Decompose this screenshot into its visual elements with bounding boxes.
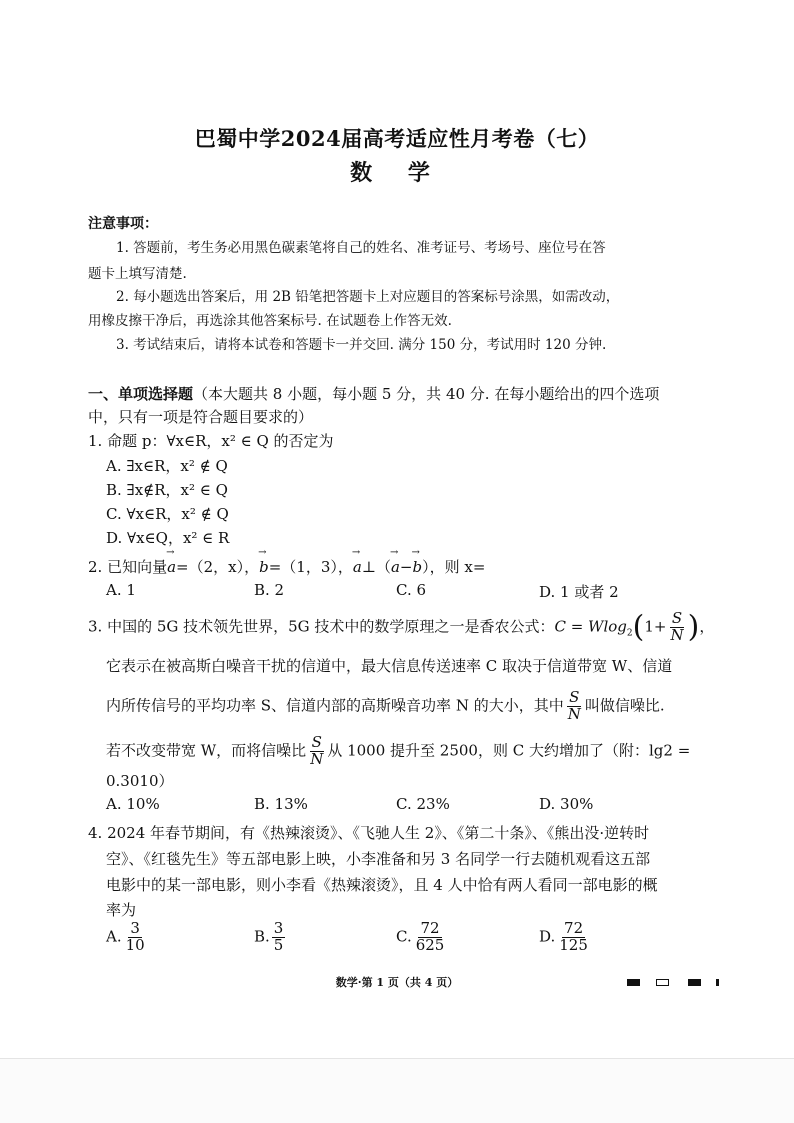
question-4-option-a [106,921,149,954]
question-2-stem-mid1: =（2，x）， [176,558,260,576]
option-label: B. [254,927,270,946]
fraction-denominator: 125 [559,935,588,954]
fraction-denominator: N [310,749,324,768]
question-1-option-d: D. ∀x∈Q，x² ∈ R [106,529,230,547]
fraction-numerator: 3 [130,919,140,937]
option-label: C. [396,927,412,946]
exam-title: 巴蜀中学2024届高考适应性月考卷（七） [194,126,600,151]
question-2-stem-mid3: ⊥（ [361,558,391,576]
option-b-fraction [272,921,286,954]
vector-b-2: → b [412,558,422,576]
right-paren: ) [687,609,700,645]
question-4-line-4: 率为 [106,901,137,919]
s-over-n-fraction-3 [308,735,325,768]
question-4-line-1: 4. 2024 年春节期间，有《热辣滚烫》、《飞驰人生 2》、《第二十条》、《熊出没·逆转时 [88,824,650,842]
question-2-stem-mid4: − [399,558,413,576]
shannon-formula-log-base: 2 [626,628,633,639]
question-3-line-1-end: ， [699,617,715,636]
question-1-option-b: B. ∃x∉R，x² ∈ Q [106,481,228,499]
question-4-option-d [539,921,592,954]
shannon-formula-lhs: C = Wlog [554,617,627,636]
question-2-option-c: C. 6 [396,581,427,599]
notice-item-3: 3. 考试结束后，请将本试卷和答题卡一并交回. 满分 150 分，考试用时 120 分钟. [116,337,607,353]
scan-marker-hollow [656,979,669,986]
fraction-denominator: 625 [415,935,445,954]
option-c-fraction [414,921,447,954]
fraction-denominator: N [567,704,581,723]
question-3-line-4-end: 从 1000 提升至 2500，则 C 大约增加了（附：lg2 = [327,741,691,760]
fraction-numerator: S [671,609,683,627]
shannon-formula-one: 1+ [644,617,667,636]
option-label: A. [106,927,122,946]
section-1-description: （本大题共 8 小题，每小题 5 分，共 40 分. 在每小题给出的四个选项 [193,385,660,403]
question-4-option-b [254,921,287,954]
fraction-numerator: 3 [273,919,284,937]
fraction-denominator: 10 [125,935,145,954]
section-1-heading [88,383,659,404]
left-paren: ( [632,609,645,645]
question-3-line-3 [106,690,665,723]
question-2-stem-end: ），则 x= [422,558,486,576]
subject-title: 数 学 [350,160,444,186]
question-2-stem [88,556,485,577]
notice-item-1-line-1: 1. 答题前，考生务必用黑色碳素笔将自己的姓名、准考证号、考场号、座位号在答 [116,240,606,256]
fraction-numerator: S [569,688,580,706]
question-3-line-4 [106,735,690,768]
notice-heading: 注意事项： [88,216,158,232]
question-3-line-5: 0.3010） [106,772,174,790]
viewer-background [0,1059,794,1123]
question-2-option-d: D. 1 或者 2 [539,583,619,601]
fraction-numerator: 72 [420,919,440,937]
question-3-line-1-text: 3. 中国的 5G 技术领先世界，5G 技术中的数学原理之一是香农公式： [88,617,555,636]
question-3-option-b: B. 13% [254,795,308,813]
notice-item-1-line-2: 题卡上填写清楚. [88,266,187,282]
question-2-stem-mid2: =（1，3）， [268,558,353,576]
question-3-option-d: D. 30% [539,795,594,813]
question-4-option-c [396,921,448,954]
fraction-denominator: N [670,625,684,644]
page-footer: 数学·第 1 页（共 4 页） [335,976,459,989]
question-3-option-c: C. 23% [396,795,450,813]
question-2-stem-pre: 2. 已知向量 [88,558,168,576]
question-3-line-2: 它表示在被高斯白噪音干扰的信道中，最大信息传送速率 C 取决于信道带宽 W、信道 [106,657,673,675]
question-1-option-c: C. ∀x∈R，x² ∉ Q [106,505,229,523]
question-1-option-a: A. ∃x∈R，x² ∉ Q [106,457,228,475]
option-d-fraction [557,921,590,954]
vector-a-3: → a [391,558,400,576]
vector-a-2: → a [353,558,362,576]
scan-marker-bar [716,979,719,986]
fraction-denominator: 5 [273,935,284,954]
scan-marker-block-2 [688,979,701,986]
question-3-line-3-text: 内所传信号的平均功率 S、信道内部的高斯噪音功率 N 的大小，其中 [106,696,564,715]
question-1-stem: 1. 命题 p：∀x∈R，x² ∈ Q 的否定为 [88,432,334,450]
s-over-n-fraction-2 [566,690,583,723]
question-3-line-4-text: 若不改变带宽 W，而将信噪比 [106,741,307,760]
fraction-numerator: S [311,733,322,751]
question-4-line-2: 空》、《红毯先生》等五部电影上映，小李准备和另 3 名同学一行去随机观看这五部 [106,850,651,868]
question-3-line-1 [88,611,714,644]
fraction-numerator: 72 [564,919,584,937]
option-label: D. [539,927,556,946]
question-3-line-3-end: 叫做信噪比. [584,696,665,715]
question-3-option-a: A. 10% [106,795,160,813]
question-2-option-a: A. 1 [106,581,136,599]
s-over-n-fraction [668,611,685,644]
notice-item-2-line-1: 2. 每小题选出答案后，用 2B 铅笔把答题卡上对应题目的答案标号涂黑，如需改动， [116,289,620,305]
question-2-option-b: B. 2 [254,581,285,599]
vector-b: → b [259,558,269,576]
vector-a: → a [167,558,176,576]
question-4-line-3: 电影中的某一部电影，则小李看《热辣滚烫》，且 4 人中恰有两人看同一部电影的概 [106,876,658,894]
section-1-title: 一、单项选择题 [88,385,194,403]
option-a-fraction [124,921,147,954]
scan-marker-block [627,979,640,986]
section-1-description-line-2: 中，只有一项是符合题目要求的） [88,408,314,426]
notice-item-2-line-2: 用橡皮擦干净后，再选涂其他答案标号. 在试题卷上作答无效. [88,313,452,329]
